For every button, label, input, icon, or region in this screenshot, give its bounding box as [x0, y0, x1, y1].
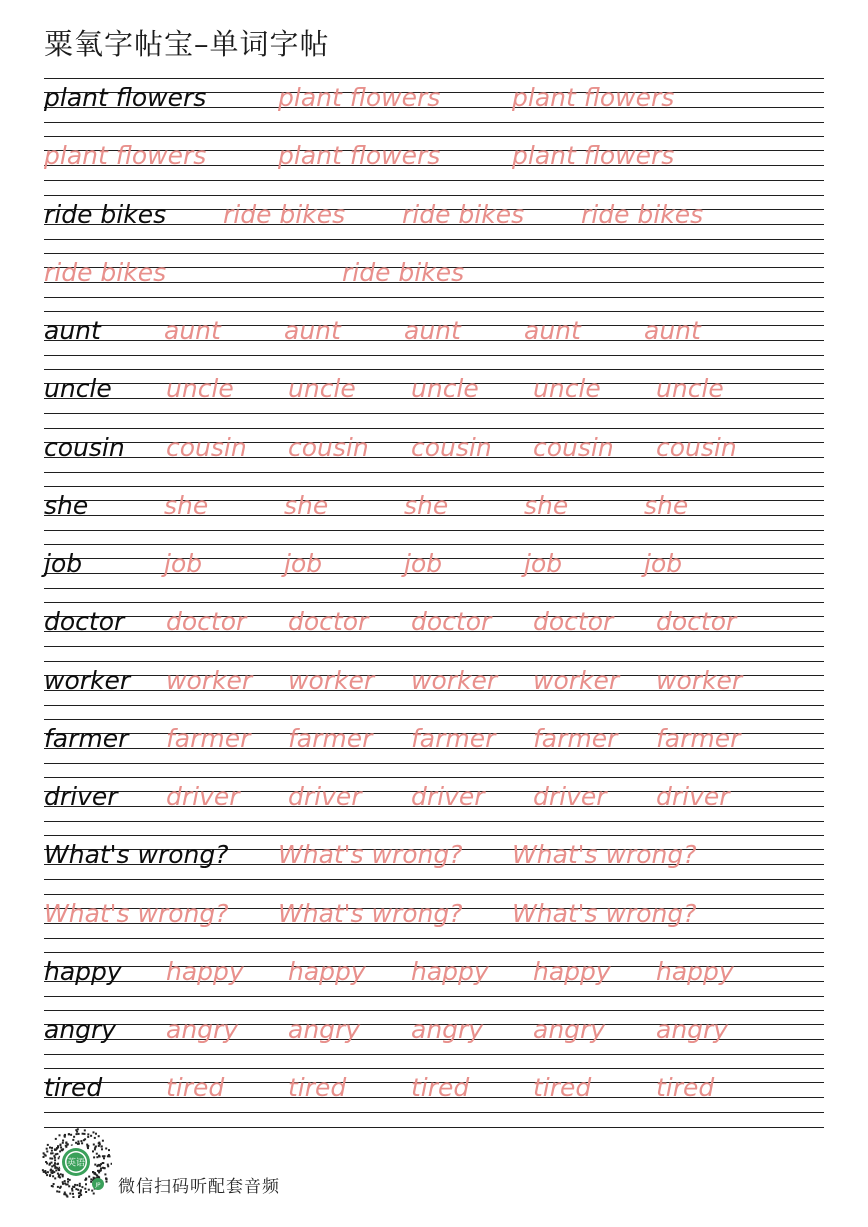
- scan-instruction: 微信扫码听配套音频: [118, 1177, 280, 1197]
- ruling-line: [44, 530, 824, 531]
- ruling-line: [44, 486, 824, 487]
- trace-word: happy: [656, 956, 734, 986]
- trace-word: farmer: [656, 723, 741, 753]
- trace-word: plant flowers: [278, 83, 441, 112]
- trace-word: happy: [533, 956, 611, 986]
- ruling-line: [44, 894, 824, 895]
- trace-word: plant flowers: [512, 141, 675, 171]
- trace-word: What's wrong?: [512, 898, 697, 928]
- trace-word: job: [404, 549, 443, 578]
- ruling-line: [44, 355, 824, 356]
- trace-word: aunt: [164, 316, 221, 345]
- trace-word: What's wrong?: [278, 898, 463, 928]
- ruling-line: [44, 1054, 824, 1055]
- trace-word: doctor: [288, 607, 369, 637]
- trace-word: she: [524, 490, 569, 520]
- trace-word: aunt: [524, 316, 581, 345]
- trace-word: uncle: [166, 374, 234, 404]
- trace-word: worker: [656, 665, 743, 695]
- practice-row: [44, 311, 824, 369]
- ruling-line: [44, 78, 824, 79]
- practice-row: [44, 835, 824, 893]
- model-word: farmer: [44, 723, 129, 753]
- ruling-line: [44, 544, 824, 545]
- trace-word: tired: [533, 1073, 592, 1103]
- trace-word: plant flowers: [278, 141, 441, 171]
- trace-word: farmer: [411, 723, 496, 753]
- trace-word: cousin: [288, 432, 369, 462]
- trace-word: farmer: [166, 723, 251, 753]
- trace-word: cousin: [411, 432, 492, 462]
- practice-row: [44, 602, 824, 660]
- trace-word: job: [164, 549, 203, 578]
- trace-word: driver: [166, 782, 240, 811]
- practice-row: [44, 894, 824, 952]
- ruling-line: [44, 952, 824, 953]
- ruling-line: [44, 879, 824, 880]
- trace-word: job: [284, 549, 323, 578]
- trace-word: job: [524, 549, 563, 578]
- practice-row: [44, 544, 824, 602]
- trace-word: worker: [166, 665, 253, 695]
- ruling-line: [44, 1112, 824, 1113]
- trace-word: driver: [656, 782, 730, 811]
- trace-word: ride bikes: [223, 199, 346, 229]
- model-word: plant flowers: [44, 83, 207, 112]
- trace-word: uncle: [533, 374, 601, 404]
- practice-row: [44, 195, 824, 253]
- practice-row: [44, 952, 824, 1010]
- page-title: 粟氧字帖宝–单词字帖: [44, 27, 330, 61]
- trace-word: uncle: [411, 374, 479, 404]
- ruling-line: [44, 428, 824, 429]
- practice-row: [44, 777, 824, 835]
- model-word: aunt: [44, 316, 101, 345]
- trace-word: angry: [411, 1015, 484, 1044]
- trace-word: she: [284, 490, 329, 520]
- model-word: worker: [44, 665, 131, 695]
- trace-word: What's wrong?: [44, 898, 229, 928]
- model-word: job: [44, 549, 83, 578]
- ruling-line: [44, 297, 824, 298]
- trace-word: aunt: [404, 316, 461, 345]
- ruling-line: [44, 777, 824, 778]
- ruling-line: [44, 996, 824, 997]
- trace-word: ride bikes: [44, 257, 167, 287]
- footer: [40, 1124, 340, 1200]
- practice-row: [44, 1068, 824, 1126]
- model-word: doctor: [44, 607, 125, 637]
- trace-word: ride bikes: [402, 199, 525, 229]
- trace-word: cousin: [533, 432, 614, 462]
- practice-row: [44, 78, 824, 136]
- trace-word: aunt: [284, 316, 341, 345]
- ruling-line: [44, 661, 824, 662]
- trace-word: doctor: [411, 607, 492, 637]
- trace-word: happy: [166, 956, 244, 986]
- trace-word: ride bikes: [342, 257, 465, 287]
- ruling-line: [44, 311, 824, 312]
- practice-row: [44, 1010, 824, 1068]
- trace-word: cousin: [656, 432, 737, 462]
- trace-word: angry: [166, 1015, 239, 1044]
- practice-row: [44, 253, 824, 311]
- ruling-line: [44, 369, 824, 370]
- ruling-line: [44, 1010, 824, 1011]
- ruling-line: [44, 253, 824, 254]
- trace-word: What's wrong?: [278, 840, 463, 870]
- trace-word: she: [164, 490, 209, 520]
- practice-sheet: [44, 78, 824, 1128]
- ruling-line: [44, 122, 824, 123]
- ruling-line: [44, 719, 824, 720]
- model-word: cousin: [44, 432, 125, 462]
- ruling-line: [44, 821, 824, 822]
- ruling-line: [44, 239, 824, 240]
- ruling-line: [44, 195, 824, 196]
- trace-word: What's wrong?: [512, 840, 697, 870]
- svg-text:JP: JP: [95, 1182, 101, 1189]
- trace-word: angry: [288, 1015, 361, 1044]
- ruling-line: [44, 1068, 824, 1069]
- trace-word: plant flowers: [512, 83, 675, 112]
- svg-text:英语: 英语: [66, 1158, 86, 1169]
- trace-word: tired: [166, 1073, 225, 1103]
- trace-word: happy: [288, 956, 366, 986]
- ruling-line: [44, 180, 824, 181]
- trace-word: farmer: [288, 723, 373, 753]
- trace-word: tired: [656, 1073, 715, 1103]
- trace-word: cousin: [166, 432, 247, 462]
- ruling-line: [44, 938, 824, 939]
- ruling-line: [44, 763, 824, 764]
- trace-word: tired: [288, 1073, 347, 1103]
- trace-word: farmer: [533, 723, 618, 753]
- ruling-line: [44, 646, 824, 647]
- model-word: happy: [44, 956, 122, 986]
- model-word: ride bikes: [44, 199, 167, 229]
- ruling-line: [44, 705, 824, 706]
- model-word: tired: [44, 1073, 103, 1103]
- trace-word: worker: [533, 665, 620, 695]
- trace-word: doctor: [166, 607, 247, 637]
- trace-word: tired: [411, 1073, 470, 1103]
- trace-word: angry: [656, 1015, 729, 1044]
- trace-word: job: [644, 549, 683, 578]
- trace-word: she: [404, 490, 449, 520]
- qr-code-icon[interactable]: [40, 1126, 112, 1198]
- model-word: uncle: [44, 374, 112, 404]
- practice-row: [44, 661, 824, 719]
- trace-word: uncle: [288, 374, 356, 404]
- practice-row: [44, 136, 824, 194]
- practice-row: [44, 369, 824, 427]
- trace-word: happy: [411, 956, 489, 986]
- trace-word: driver: [533, 782, 607, 811]
- model-word: driver: [44, 782, 118, 811]
- model-word: she: [44, 490, 89, 520]
- trace-word: plant flowers: [44, 141, 207, 171]
- practice-row: [44, 428, 824, 486]
- ruling-line: [44, 413, 824, 414]
- ruling-line: [44, 602, 824, 603]
- practice-row: [44, 486, 824, 544]
- trace-word: angry: [533, 1015, 606, 1044]
- ruling-line: [44, 588, 824, 589]
- trace-word: doctor: [656, 607, 737, 637]
- practice-row: [44, 719, 824, 777]
- trace-word: driver: [411, 782, 485, 811]
- ruling-line: [44, 835, 824, 836]
- trace-word: doctor: [533, 607, 614, 637]
- trace-word: she: [644, 490, 689, 520]
- ruling-line: [44, 136, 824, 137]
- trace-word: uncle: [656, 374, 724, 404]
- trace-word: ride bikes: [581, 199, 704, 229]
- model-word: angry: [44, 1015, 117, 1044]
- model-word: What's wrong?: [44, 840, 229, 870]
- trace-word: worker: [411, 665, 498, 695]
- trace-word: worker: [288, 665, 375, 695]
- trace-word: driver: [288, 782, 362, 811]
- ruling-line: [44, 472, 824, 473]
- trace-word: aunt: [644, 316, 701, 345]
